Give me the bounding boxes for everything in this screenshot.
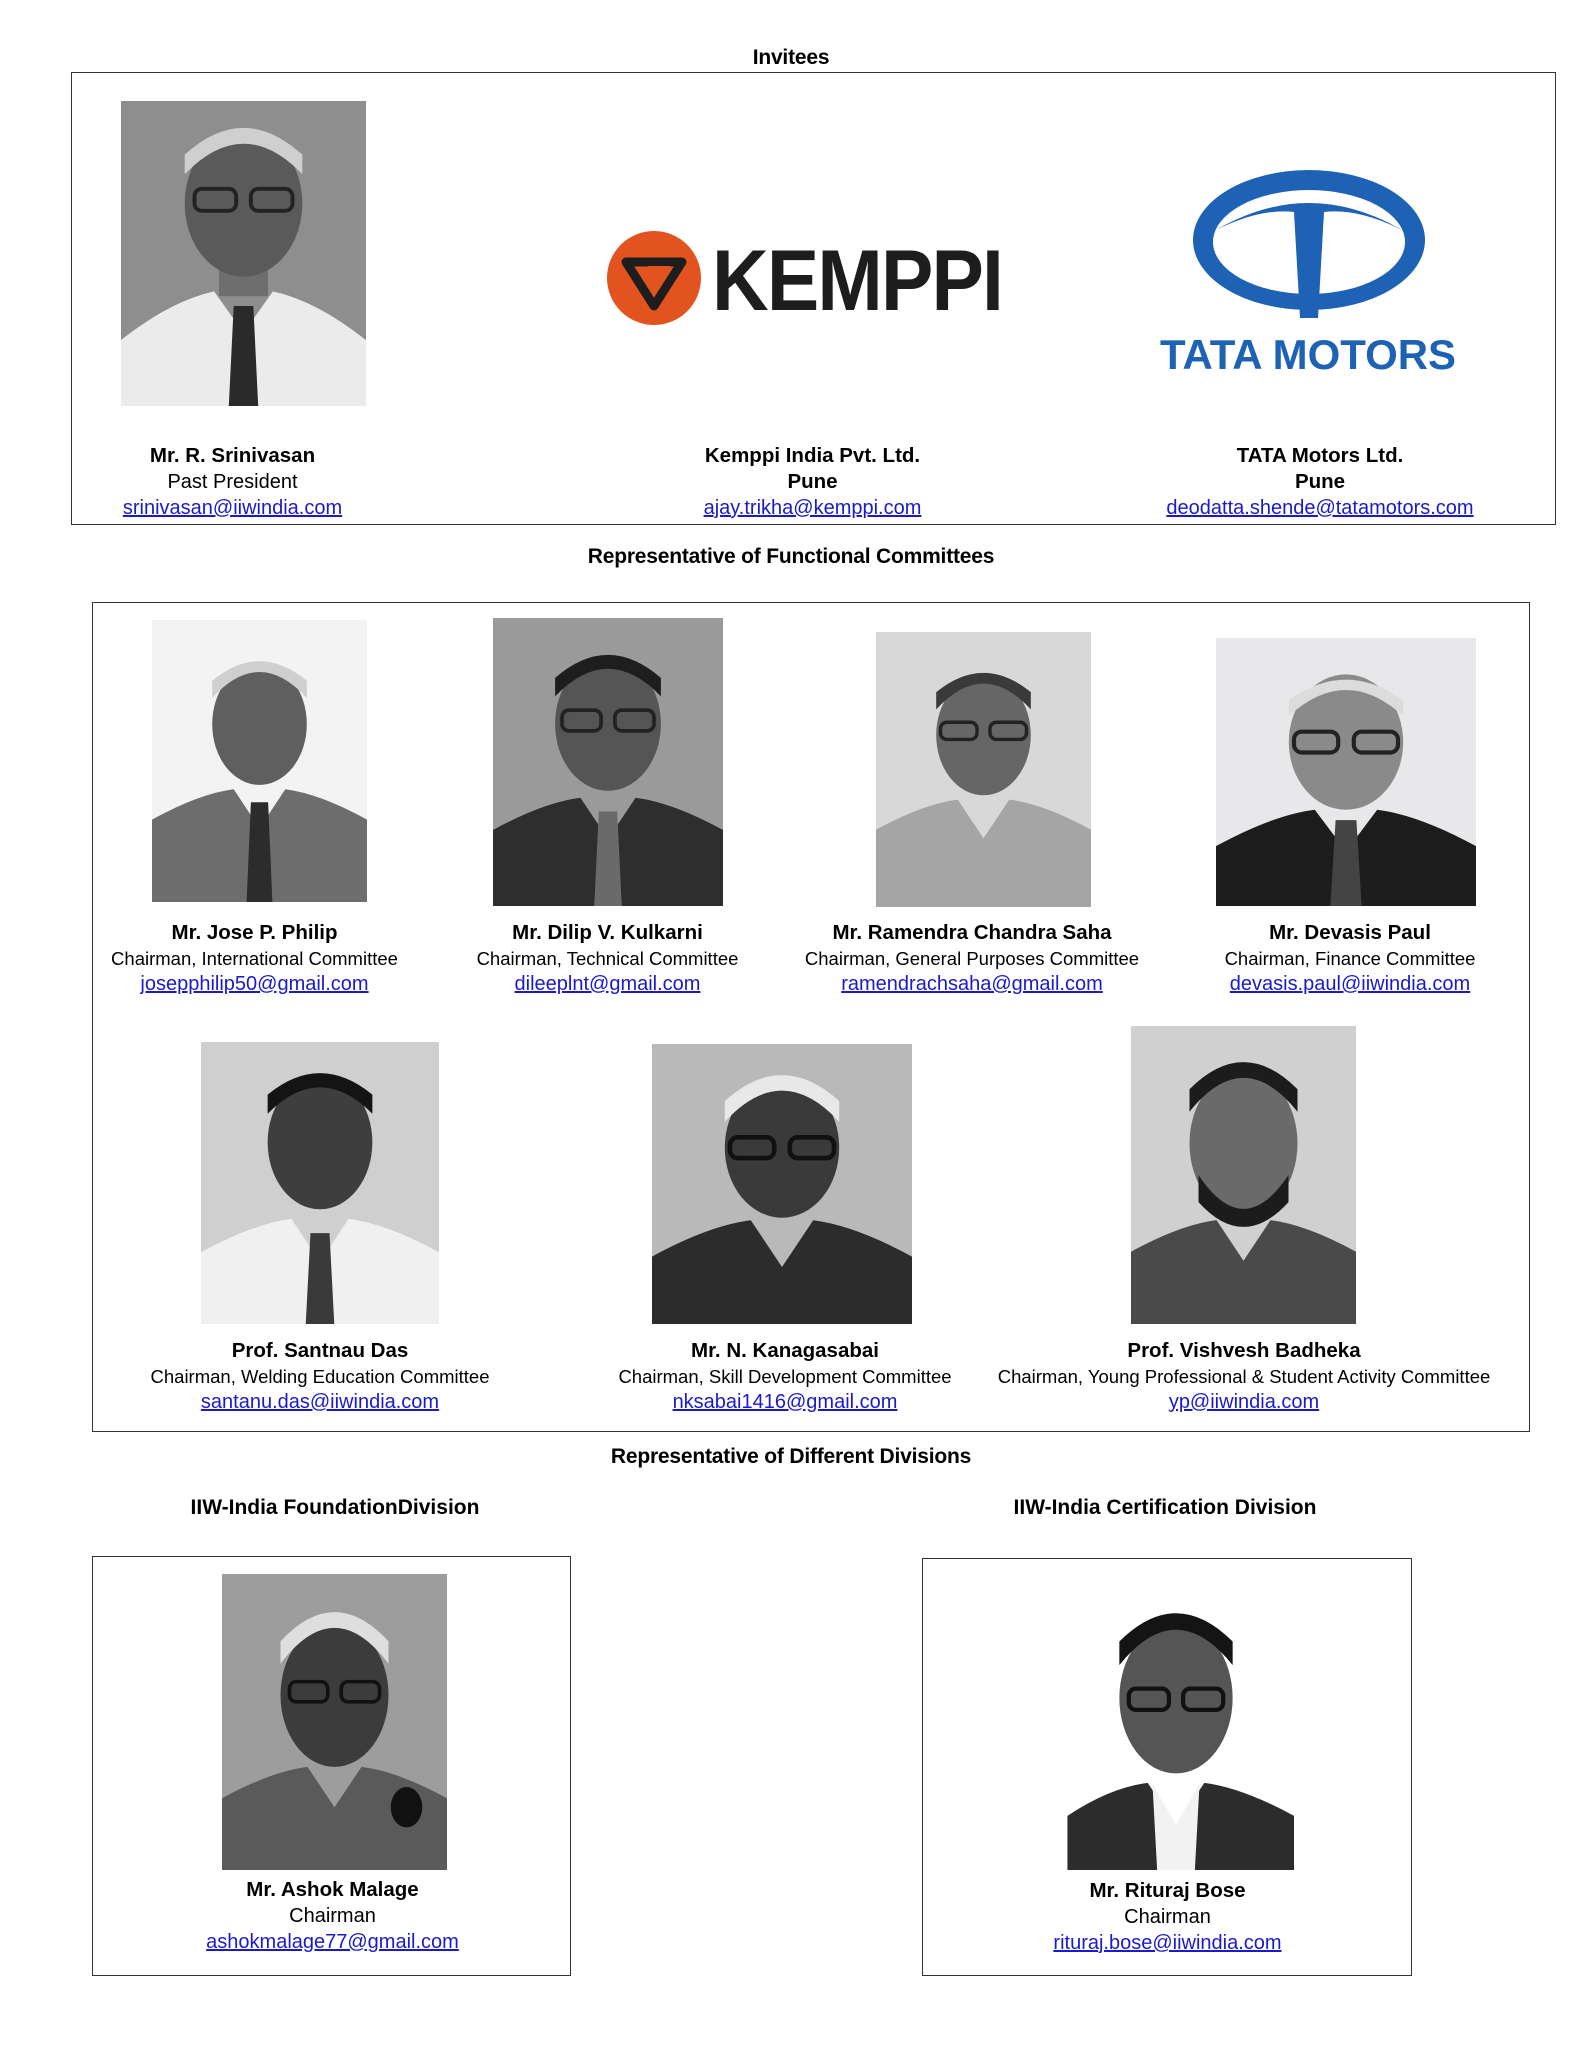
member-email-link[interactable]: ramendrachsaha@gmail.com (841, 973, 1103, 995)
division-member-card (995, 1878, 1340, 1957)
member-name: Prof. Vishvesh Badheka (1127, 1339, 1361, 1362)
member-email-link[interactable]: devasis.paul@iiwindia.com (1229, 973, 1471, 995)
invitee-email-link[interactable]: srinivasan@iiwindia.com (122, 497, 343, 519)
committee-member-card (974, 1338, 1514, 1416)
member-name: Mr. Ramendra Chandra Saha (832, 921, 1112, 944)
committee-member-card (782, 920, 1162, 998)
member-name: Mr. Devasis Paul (1269, 921, 1431, 944)
invitee-name: Kemppi India Pvt. Ltd. (704, 444, 921, 467)
functional-committees-heading: Representative of Functional Committees (587, 545, 995, 568)
member-role: Chairman, International Committee (111, 948, 398, 969)
portrait-photo (876, 632, 1091, 907)
portrait-photo (222, 1574, 447, 1870)
committee-member-card (1180, 920, 1520, 998)
member-name: Mr. Rituraj Bose (1089, 1879, 1246, 1902)
member-name: Prof. Santnau Das (231, 1339, 409, 1362)
member-email-link[interactable]: yp@iiwindia.com (1168, 1391, 1320, 1413)
invitee-card (640, 443, 985, 522)
member-email-link[interactable]: santanu.das@iiwindia.com (200, 1391, 440, 1413)
committee-member-card (435, 920, 780, 998)
foundation-division-heading: IIW-India FoundationDivision (190, 1496, 480, 1519)
member-role: Chairman, Skill Development Committee (618, 1366, 952, 1387)
committee-member-card (585, 1338, 985, 1416)
portrait-photo (1216, 638, 1476, 906)
tata-logo-text: TATA MOTORS (1160, 331, 1456, 378)
member-name: Mr. Ashok Malage (246, 1878, 419, 1901)
member-name: Mr. Dilip V. Kulkarni (512, 921, 703, 944)
division-member-card (160, 1877, 505, 1956)
portrait-photo (652, 1044, 912, 1324)
committee-member-card (120, 1338, 520, 1416)
invitee-location: Pune (787, 470, 838, 493)
member-role: Chairman, Welding Education Committee (150, 1366, 490, 1387)
portrait-photo (152, 620, 367, 902)
tata-motors-logo (1158, 168, 1458, 380)
certification-division-heading: IIW-India Certification Division (1013, 1496, 1317, 1519)
portrait-photo (201, 1042, 439, 1324)
member-email-link[interactable]: ashokmalage77@gmail.com (206, 1931, 459, 1953)
member-role: Chairman, Technical Committee (476, 948, 739, 969)
member-role: Chairman, Young Professional & Student Activity Committee (997, 1366, 1491, 1387)
member-name: Mr. N. Kanagasabai (691, 1339, 879, 1362)
member-email-link[interactable]: josepphilip50@gmail.com (140, 973, 369, 995)
kemppi-logo (604, 226, 1004, 330)
invitee-email-link[interactable]: deodatta.shende@tatamotors.com (1166, 497, 1474, 519)
portrait-photo (121, 101, 366, 406)
invitees-heading: Invitees (752, 46, 830, 69)
member-email-link[interactable]: dileeplnt@gmail.com (514, 973, 701, 995)
member-role: Chairman, Finance Committee (1224, 948, 1476, 969)
invitee-location: Pune (1294, 470, 1346, 493)
invitee-role: Past President (167, 471, 298, 493)
invitee-email-link[interactable]: ajay.trikha@kemppi.com (703, 497, 922, 519)
member-role: Chairman (1124, 1906, 1211, 1928)
portrait-photo (1131, 1026, 1356, 1324)
member-role: Chairman (289, 1905, 376, 1927)
invitee-name: TATA Motors Ltd. (1236, 444, 1404, 467)
committee-member-card (82, 920, 427, 998)
member-role: Chairman, General Purposes Committee (804, 948, 1140, 969)
divisions-heading: Representative of Different Divisions (610, 1445, 972, 1468)
member-email-link[interactable]: nksabai1416@gmail.com (672, 1391, 898, 1413)
member-name: Mr. Jose P. Philip (171, 921, 338, 944)
member-email-link[interactable]: rituraj.bose@iiwindia.com (1053, 1932, 1282, 1954)
invitee-card (60, 443, 405, 522)
invitee-name: Mr. R. Srinivasan (149, 444, 316, 467)
portrait-photo (493, 618, 723, 906)
portrait-photo (1058, 1585, 1294, 1870)
invitee-card (1120, 443, 1520, 522)
kemppi-logo-text: KEMPPI (712, 233, 1002, 329)
